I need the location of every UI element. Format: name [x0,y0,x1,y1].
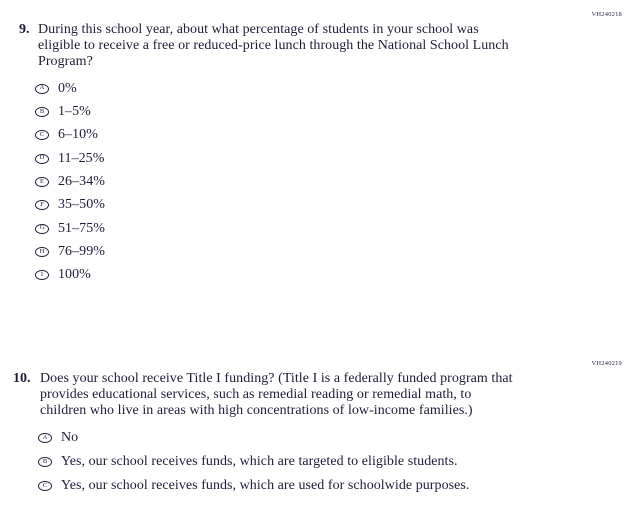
answer-bubble-letter: F [40,200,44,208]
answer-option[interactable] [35,77,105,100]
answer-option-label: Yes, our school receives funds, which are used for schoolwide purposes. [61,478,470,493]
answer-option-label: 11–25% [58,150,105,166]
answer-option[interactable] [35,100,105,123]
answer-bubble-letter: G [39,224,45,232]
answer-option-label: 35–50% [58,197,105,213]
answer-bubble-icon[interactable] [35,107,49,117]
answer-bubble-icon[interactable] [38,433,52,443]
answer-option[interactable] [35,147,105,170]
answer-bubble-letter: I [40,270,44,278]
question-9-text [38,22,509,69]
answer-bubble-letter: A [42,433,48,441]
answer-bubble-letter: D [39,154,45,162]
answer-bubble-icon[interactable] [35,130,49,140]
answer-option-label: 1–5% [58,104,91,120]
question-10-text-line: children who live in areas with high concentrations of low-income families.) [40,402,473,418]
answer-bubble-letter: H [39,247,45,255]
answer-option[interactable] [35,124,105,147]
question-10-text-line: provides educational services, such as remedial reading or remedial math, to [40,386,472,402]
answer-option-label: 0% [58,80,77,96]
answer-bubble-icon[interactable] [35,200,49,210]
answer-bubble-icon[interactable] [35,247,49,257]
answer-bubble-letter: A [39,84,45,92]
answer-bubble-letter: E [40,177,44,185]
answer-bubble-icon[interactable] [38,481,52,491]
answer-bubble-icon[interactable] [38,457,52,467]
question-9-number: 9. [19,22,30,37]
answer-option[interactable] [38,474,469,498]
answer-bubble-icon[interactable] [35,154,49,164]
question-9-accession-code: VH240218 [591,11,622,18]
answer-bubble-letter: C [39,130,45,138]
answer-option-label: 26–34% [58,174,105,190]
answer-option[interactable] [35,194,105,217]
answer-bubble-icon[interactable] [35,84,49,94]
answer-option-label: Yes, our school receives funds, which are targeted to eligible students. [61,454,458,469]
answer-option[interactable] [35,264,105,287]
answer-bubble-icon[interactable] [35,224,49,234]
question-9-text-line: Program? [38,53,93,69]
answer-bubble-icon[interactable] [35,177,49,187]
question-10-text-line: Does your school receive Title I funding? (Title I is a federally funded program that [40,371,513,386]
answer-bubble-icon[interactable] [35,270,49,280]
question-9-text-line: eligible to receive a free or reduced-price lunch through the National School Lunch [38,37,509,53]
answer-option-label: 6–10% [58,127,98,143]
answer-option[interactable] [35,240,105,263]
question-10-accession-code: VH240219 [591,360,622,367]
question-9-text-line: During this school year, about what percentage of students in your school was [38,22,479,37]
answer-option[interactable] [38,426,469,450]
answer-bubble-letter: C [42,481,48,489]
question-10-options [38,426,469,498]
answer-option-label: 76–99% [58,244,105,260]
answer-option[interactable] [35,170,105,193]
question-10-number: 10. [13,371,31,386]
answer-option-label: 51–75% [58,220,105,236]
answer-option-label: No [61,430,79,445]
answer-option[interactable] [38,450,469,474]
answer-option[interactable] [35,217,105,240]
answer-option-label: 100% [58,267,91,283]
question-10-text [40,371,513,418]
question-9-options [35,77,105,287]
answer-bubble-letter: B [42,457,48,465]
answer-bubble-letter: B [39,107,45,115]
